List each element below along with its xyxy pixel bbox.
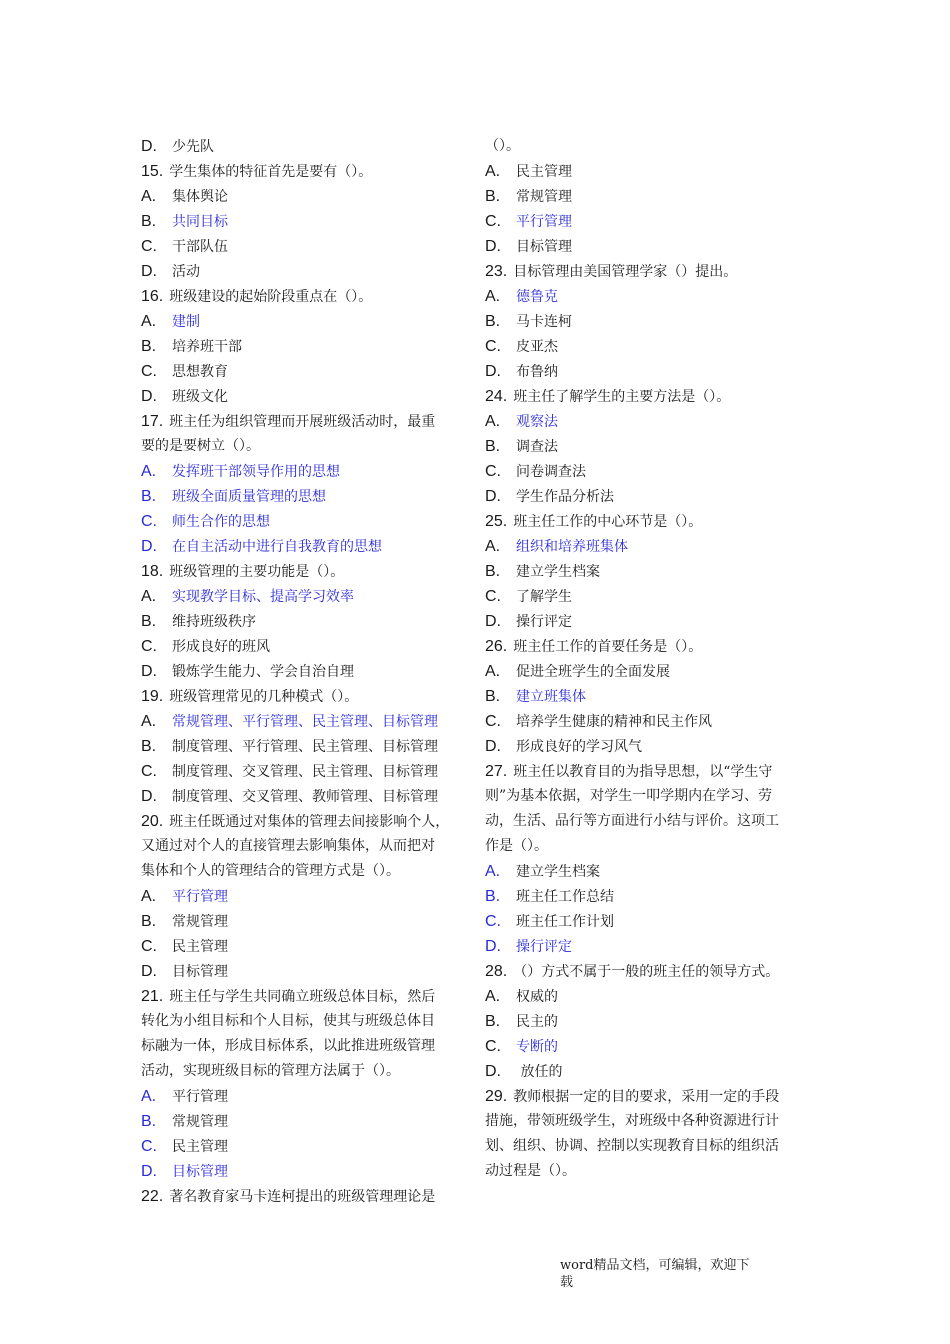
option-text: 集体舆论: [172, 189, 228, 205]
option-line: [485, 609, 815, 634]
question-text: 班主任工作的中心环节是（）。: [513, 514, 703, 530]
option-letter: A.: [485, 163, 501, 180]
option-line: [141, 959, 471, 984]
option-line: [141, 509, 471, 534]
option-text: 皮亚杰: [516, 339, 558, 355]
option-line: [141, 884, 471, 909]
option-text: 布鲁纳: [516, 364, 558, 380]
option-text: 建立学生档案: [516, 564, 600, 580]
question-text: 集体和个人的管理结合的管理方式是（）。: [141, 863, 400, 879]
option-letter: C.: [141, 1138, 157, 1155]
option-letter: B.: [141, 738, 157, 755]
option-letter: D.: [485, 738, 501, 755]
option-line: [141, 609, 471, 634]
option-line: [485, 184, 815, 209]
option-letter: B.: [141, 613, 157, 630]
question-text: 动，生活、品行等方面进行小结与评价。这项工: [485, 813, 779, 829]
option-text: 培养学生健康的精神和民主作风: [516, 714, 712, 730]
option-line: [141, 759, 471, 784]
question-number: 17.: [141, 413, 164, 430]
option-line: [485, 684, 815, 709]
option-letter: A.: [141, 713, 157, 730]
question-text: 班主任既通过对集体的管理去间接影响个人，: [169, 814, 450, 830]
option-text: 培养班干部: [172, 339, 242, 355]
option-text: 民主管理: [172, 1139, 228, 1155]
option-letter: C.: [141, 763, 157, 780]
question-line: [485, 959, 815, 984]
question-text: 班主任为组织管理而开展班级活动时，最重: [169, 414, 436, 430]
question-text: 划、组织、协调、控制以实现教育目标的组织活: [485, 1138, 779, 1154]
option-text: 班级全面质量管理的思想: [172, 489, 326, 505]
option-text: 组织和培养班集体: [516, 539, 628, 555]
option-text: 思想教育: [172, 364, 228, 380]
option-text: 德鲁克: [516, 289, 558, 305]
footer-line: 载: [560, 1275, 574, 1290]
question-number: 16.: [141, 288, 164, 305]
footer-line: word精品文档，可编辑，欢迎下: [560, 1258, 750, 1273]
question-continuation: [485, 1159, 815, 1184]
question-continuation: [141, 859, 471, 884]
question-number: 26.: [485, 638, 508, 655]
question-line: [141, 809, 471, 834]
question-text: 又通过对个人的直接管理去影响集体，从而把对: [141, 838, 435, 854]
option-text: 目标管理: [172, 1164, 228, 1180]
option-letter: A.: [141, 888, 157, 905]
question-text: 则”为基本依据，对学生一叩学期内在学习、劳: [485, 788, 773, 804]
option-letter: A.: [485, 663, 501, 680]
question-text: 班主任以教育目的为指导思想，以“学生守: [513, 764, 773, 780]
option-line: [141, 1159, 471, 1184]
option-text: 问卷调查法: [516, 464, 586, 480]
question-line: [485, 384, 815, 409]
question-continuation: [485, 134, 815, 159]
option-letter: D.: [141, 263, 157, 280]
option-letter: B.: [485, 563, 501, 580]
option-text: 目标管理: [516, 239, 572, 255]
question-line: [141, 984, 471, 1009]
option-text: 师生合作的思想: [172, 514, 270, 530]
option-letter: C.: [485, 913, 501, 930]
question-text: 教师根据一定的目的要求，采用一定的手段: [513, 1089, 780, 1105]
question-text: 转化为小组目标和个人目标，使其与班级总体目: [141, 1013, 435, 1029]
option-text: 民主的: [516, 1014, 558, 1030]
option-letter: D.: [141, 538, 157, 555]
question-line: [485, 509, 815, 534]
option-letter: B.: [485, 313, 501, 330]
option-letter: D.: [485, 363, 501, 380]
option-text: 权威的: [516, 989, 558, 1005]
option-letter: A.: [485, 288, 501, 305]
option-line: [485, 1059, 815, 1084]
option-line: [485, 709, 815, 734]
option-line: [485, 434, 815, 459]
option-text: 学生作品分析法: [516, 489, 614, 505]
question-line: [141, 159, 471, 184]
option-line: [485, 209, 815, 234]
option-letter: B.: [141, 1113, 157, 1130]
option-text: 少先队: [172, 139, 214, 155]
question-line: [141, 409, 471, 434]
question-number: 23.: [485, 263, 508, 280]
option-letter: B.: [141, 488, 157, 505]
option-text: 发挥班干部领导作用的思想: [172, 464, 340, 480]
question-text: 班主任工作的首要任务是（）。: [513, 639, 703, 655]
option-letter: B.: [141, 213, 157, 230]
option-letter: D.: [485, 1063, 501, 1080]
option-letter: A.: [141, 1088, 157, 1105]
option-text: 调查法: [516, 439, 558, 455]
option-letter: A.: [485, 538, 501, 555]
option-line: [141, 1134, 471, 1159]
question-continuation: [141, 1009, 471, 1034]
option-text: 干部队伍: [172, 239, 228, 255]
option-line: [141, 484, 471, 509]
option-text: 平行管理: [516, 214, 572, 230]
option-text: 平行管理: [172, 1089, 228, 1105]
question-continuation: [485, 1109, 815, 1134]
option-line: [141, 209, 471, 234]
option-letter: A.: [485, 413, 501, 430]
option-line: [485, 859, 815, 884]
question-text: 动过程是（）。: [485, 1163, 576, 1179]
option-line: [141, 734, 471, 759]
question-continuation: [141, 1059, 471, 1084]
question-line: [485, 1084, 815, 1109]
option-line: [141, 134, 471, 159]
question-continuation: [141, 434, 471, 459]
option-letter: A.: [141, 313, 157, 330]
question-text: 班级建设的起始阶段重点在（）。: [169, 289, 373, 305]
question-line: [141, 1184, 471, 1209]
option-line: [485, 1034, 815, 1059]
option-text: 在自主活动中进行自我教育的思想: [172, 539, 382, 555]
option-letter: B.: [485, 188, 501, 205]
option-line: [141, 459, 471, 484]
option-letter: A.: [141, 463, 157, 480]
option-letter: C.: [141, 363, 157, 380]
option-letter: B.: [485, 688, 501, 705]
question-continuation: [485, 834, 815, 859]
question-text: 班主任了解学生的主要方法是（）。: [513, 389, 731, 405]
option-letter: A.: [485, 863, 501, 880]
question-number: 28.: [485, 963, 508, 980]
option-letter: C.: [141, 238, 157, 255]
option-text: 制度管理、平行管理、民主管理、目标管理: [172, 739, 438, 755]
option-line: [141, 709, 471, 734]
question-number: 20.: [141, 813, 164, 830]
option-text: 民主管理: [516, 164, 572, 180]
option-text: 共同目标: [172, 214, 228, 230]
option-letter: C.: [141, 938, 157, 955]
option-letter: C.: [485, 588, 501, 605]
question-text: 班主任与学生共同确立班级总体目标，然后: [169, 989, 436, 1005]
question-line: [141, 559, 471, 584]
question-text: 学生集体的特征首先是要有（）。: [169, 164, 373, 180]
option-line: [485, 159, 815, 184]
option-line: [141, 584, 471, 609]
option-line: [485, 284, 815, 309]
option-letter: C.: [485, 713, 501, 730]
page-footer: [560, 1257, 770, 1291]
option-text: 民主管理: [172, 939, 228, 955]
question-number: 29.: [485, 1088, 508, 1105]
question-continuation: [485, 784, 815, 809]
option-line: [141, 184, 471, 209]
question-continuation: [141, 1034, 471, 1059]
option-text: 班主任工作计划: [516, 914, 614, 930]
question-line: [485, 759, 815, 784]
option-line: [485, 884, 815, 909]
option-line: [141, 1084, 471, 1109]
option-text: 促进全班学生的全面发展: [516, 664, 670, 680]
left-column: [141, 134, 471, 1209]
option-text: 操行评定: [516, 939, 572, 955]
option-letter: D.: [141, 963, 157, 980]
question-line: [141, 284, 471, 309]
option-line: [485, 584, 815, 609]
question-line: [141, 684, 471, 709]
option-letter: B.: [485, 438, 501, 455]
option-text: 制度管理、交叉管理、教师管理、目标管理: [172, 789, 438, 805]
option-line: [485, 234, 815, 259]
option-line: [485, 409, 815, 434]
option-line: [485, 934, 815, 959]
option-text: 操行评定: [516, 614, 572, 630]
option-letter: C.: [141, 638, 157, 655]
option-letter: C.: [485, 338, 501, 355]
question-line: [485, 634, 815, 659]
option-line: [485, 909, 815, 934]
option-letter: B.: [485, 888, 501, 905]
option-line: [485, 334, 815, 359]
question-text: 要的是要树立（）。: [141, 438, 260, 454]
option-line: [141, 934, 471, 959]
question-text: 作是（）。: [485, 838, 548, 854]
option-letter: D.: [141, 663, 157, 680]
option-text: 班主任工作总结: [516, 889, 614, 905]
option-text: 常规管理: [172, 914, 228, 930]
option-text: 制度管理、交叉管理、民主管理、目标管理: [172, 764, 438, 780]
option-line: [485, 459, 815, 484]
question-text: 班级管理常见的几种模式（）。: [169, 689, 359, 705]
option-letter: A.: [485, 988, 501, 1005]
question-text: 班级管理的主要功能是（）。: [169, 564, 345, 580]
option-letter: D.: [141, 1163, 157, 1180]
option-letter: A.: [141, 188, 157, 205]
option-letter: D.: [485, 488, 501, 505]
option-text: 专断的: [516, 1039, 558, 1055]
option-text: 目标管理: [172, 964, 228, 980]
question-continuation: [485, 809, 815, 834]
option-letter: C.: [485, 463, 501, 480]
option-line: [141, 659, 471, 684]
question-number: 22.: [141, 1188, 164, 1205]
option-line: [485, 559, 815, 584]
option-text: 常规管理、平行管理、民主管理、目标管理: [172, 714, 438, 730]
option-text: 建立学生档案: [516, 864, 600, 880]
option-line: [485, 659, 815, 684]
option-letter: C.: [485, 213, 501, 230]
option-text: 建制: [172, 314, 200, 330]
option-line: [485, 734, 815, 759]
question-text: （）。: [485, 138, 520, 154]
question-text: 目标管理由美国管理学家（）提出。: [513, 264, 738, 280]
option-text: 活动: [172, 264, 200, 280]
question-number: 19.: [141, 688, 164, 705]
option-line: [485, 534, 815, 559]
option-line: [485, 1009, 815, 1034]
option-line: [141, 784, 471, 809]
option-text: 班级文化: [172, 389, 228, 405]
question-number: 24.: [485, 388, 508, 405]
question-text: 著名教育家马卡连柯提出的班级管理理论是: [169, 1189, 436, 1205]
option-text: 常规管理: [172, 1114, 228, 1130]
option-letter: D.: [141, 138, 157, 155]
option-letter: D.: [141, 388, 157, 405]
option-letter: D.: [485, 938, 501, 955]
option-letter: D.: [485, 238, 501, 255]
option-text: 平行管理: [172, 889, 228, 905]
option-text: 放任的: [516, 1064, 563, 1080]
option-text: 形成良好的班风: [172, 639, 270, 655]
option-line: [141, 384, 471, 409]
option-text: 了解学生: [516, 589, 572, 605]
option-line: [141, 634, 471, 659]
option-line: [141, 359, 471, 384]
option-letter: B.: [141, 338, 157, 355]
option-text: 实现教学目标、提高学习效率: [172, 589, 354, 605]
option-letter: D.: [141, 788, 157, 805]
question-line: [485, 259, 815, 284]
option-line: [141, 309, 471, 334]
option-line: [141, 334, 471, 359]
option-letter: D.: [485, 613, 501, 630]
option-letter: A.: [141, 588, 157, 605]
option-text: 建立班集体: [516, 689, 586, 705]
question-text: 措施，带领班级学生，对班级中各种资源进行计: [485, 1113, 779, 1129]
option-text: 常规管理: [516, 189, 572, 205]
option-text: 锻炼学生能力、学会自治自理: [172, 664, 354, 680]
option-line: [485, 359, 815, 384]
option-text: 马卡连柯: [516, 314, 572, 330]
question-text: 标融为一体，形成目标体系，以此推进班级管理: [141, 1038, 435, 1054]
question-continuation: [141, 834, 471, 859]
option-letter: B.: [141, 913, 157, 930]
question-number: 15.: [141, 163, 164, 180]
question-number: 27.: [485, 763, 508, 780]
option-line: [141, 234, 471, 259]
option-text: 观察法: [516, 414, 558, 430]
option-line: [141, 534, 471, 559]
question-number: 21.: [141, 988, 164, 1005]
option-line: [141, 909, 471, 934]
option-text: 维持班级秩序: [172, 614, 256, 630]
question-number: 25.: [485, 513, 508, 530]
right-column: [485, 134, 815, 1184]
option-letter: C.: [141, 513, 157, 530]
option-line: [141, 259, 471, 284]
question-number: 18.: [141, 563, 164, 580]
option-line: [485, 484, 815, 509]
question-continuation: [485, 1134, 815, 1159]
option-line: [485, 309, 815, 334]
option-line: [141, 1109, 471, 1134]
question-text: 活动，实现班级目标的管理方法属于（）。: [141, 1063, 400, 1079]
option-text: 形成良好的学习风气: [516, 739, 642, 755]
question-text: （）方式不属于一般的班主任的领导方式。: [513, 964, 780, 980]
option-letter: B.: [485, 1013, 501, 1030]
option-line: [485, 984, 815, 1009]
option-letter: C.: [485, 1038, 501, 1055]
